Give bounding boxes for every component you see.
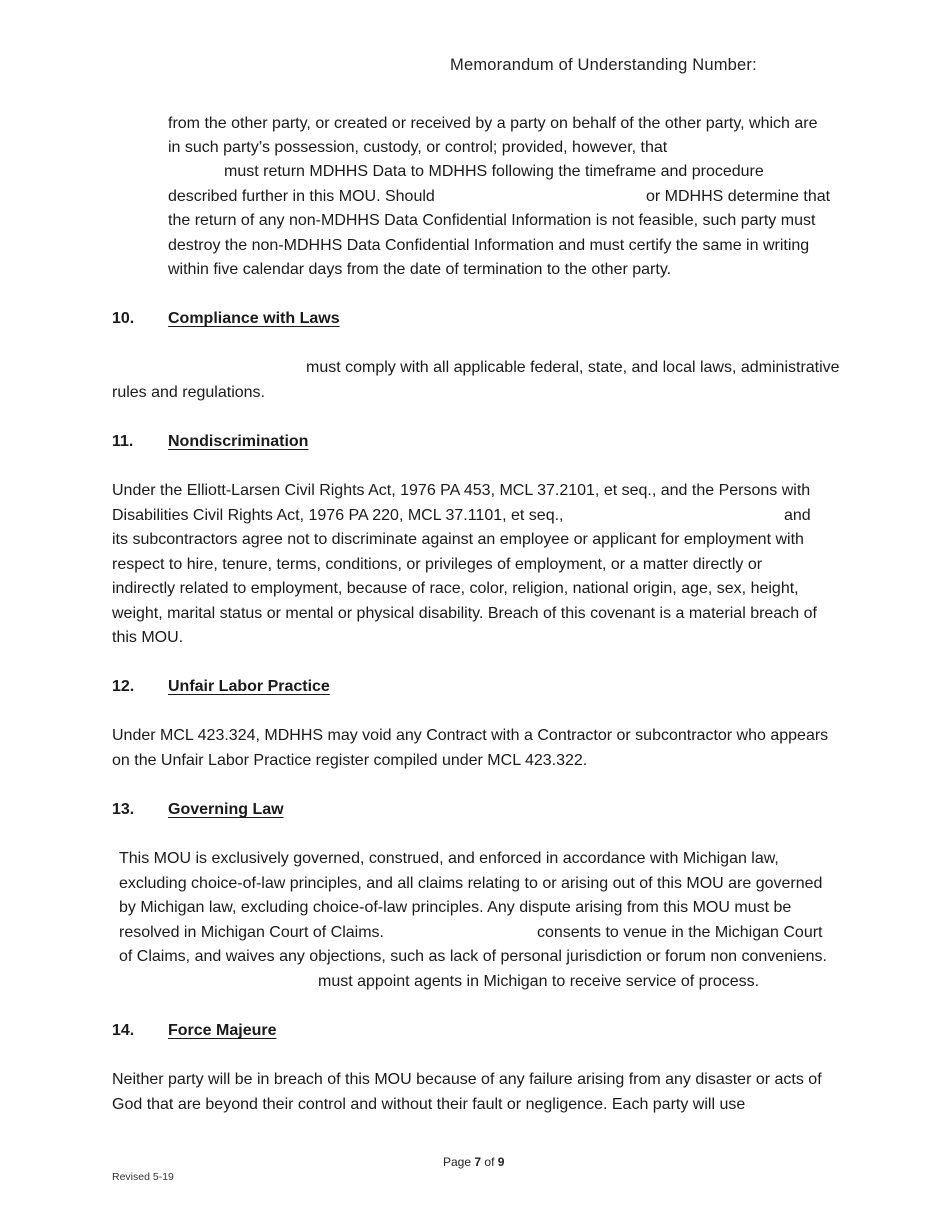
- text-line: must comply with all applicable federal, state, and local laws, administrative: [306, 359, 840, 376]
- text-line: in such party’s possession, custody, or control; provided, however, that: [168, 139, 668, 156]
- page-number: [443, 1155, 504, 1169]
- text-line: on the Unfair Labor Practice register compiled under MCL 423.322.: [112, 752, 588, 769]
- text-line: God that are beyond their control and without their fault or negligence. Each party will use: [112, 1096, 746, 1113]
- mou-number-label: Memorandum of Understanding Number:: [450, 56, 757, 74]
- revision-label: Revised 5-19: [112, 1171, 174, 1183]
- text-line: or MDHHS determine that: [646, 188, 831, 205]
- text-line: rules and regulations.: [112, 384, 265, 401]
- text-line: by Michigan law, excluding choice-of-law principles. Any dispute arising from this MOU must be: [119, 899, 792, 916]
- text-line: and: [784, 507, 811, 524]
- text-line: indirectly related to employment, because of race, color, religion, national origin, age, sex, height,: [112, 580, 799, 597]
- page-of: of: [484, 1155, 495, 1169]
- text-line: described further in this MOU. Should: [168, 188, 435, 205]
- text-line: respect to hire, tenure, terms, conditions, or privileges of employment, or a matter directly or: [112, 556, 763, 573]
- text-line: this MOU.: [112, 629, 184, 646]
- text-line: must appoint agents in Michigan to receive service of process.: [318, 973, 760, 990]
- page-total: 9: [497, 1155, 505, 1169]
- text-line: This MOU is exclusively governed, construed, and enforced in accordance with Michigan law,: [119, 850, 779, 867]
- text-line: weight, marital status or mental or physical disability. Breach of this covenant is a material breach of: [112, 605, 817, 622]
- section-number: 13.: [112, 801, 135, 818]
- text-line: within five calendar days from the date of termination to the other party.: [168, 261, 672, 278]
- section-title: Governing Law: [168, 801, 284, 818]
- section-title: Nondiscrimination: [168, 433, 309, 450]
- page-prefix: Page: [443, 1155, 472, 1169]
- text-line: destroy the non-MDHHS Data Confidential Information and must certify the same in writing: [168, 237, 810, 254]
- text-line: of Claims, and waives any objections, such as lack of personal jurisdiction or forum non conveniens.: [119, 948, 827, 965]
- section-title: Unfair Labor Practice: [168, 678, 330, 695]
- page-current: 7: [474, 1155, 482, 1169]
- text-line: must return MDHHS Data to MDHHS following the timeframe and procedure: [224, 163, 764, 180]
- section-number: 14.: [112, 1022, 135, 1039]
- section-number: 10.: [112, 310, 135, 327]
- text-line: Under the Elliott-Larsen Civil Rights Act, 1976 PA 453, MCL 37.2101, et seq., and the Persons with: [112, 482, 811, 499]
- section-title: Compliance with Laws: [168, 310, 340, 327]
- text-line: Disabilities Civil Rights Act, 1976 PA 220, MCL 37.1101, et seq.,: [112, 507, 564, 524]
- text-line: from the other party, or created or received by a party on behalf of the other party, which are: [168, 115, 818, 132]
- section-number: 11.: [112, 433, 134, 450]
- section-title: Force Majeure: [168, 1022, 277, 1039]
- text-line: its subcontractors agree not to discriminate against an employee or applicant for employment with: [112, 531, 804, 548]
- text-line: resolved in Michigan Court of Claims.: [119, 924, 384, 941]
- text-line: Neither party will be in breach of this MOU because of any failure arising from any disaster or acts of: [112, 1071, 822, 1088]
- text-line: excluding choice-of-law principles, and all claims relating to or arising out of this MOU are governed: [119, 875, 823, 892]
- text-line: consents to venue in the Michigan Court: [537, 924, 823, 941]
- text-line: Under MCL 423.324, MDHHS may void any Contract with a Contractor or subcontractor who appears: [112, 727, 829, 744]
- text-line: the return of any non-MDHHS Data Confidential Information is not feasible, such party must: [168, 212, 816, 229]
- section-number: 12.: [112, 678, 135, 695]
